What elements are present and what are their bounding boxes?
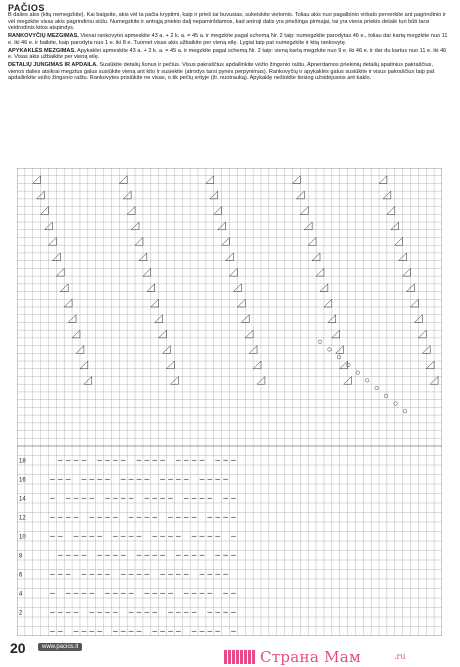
yarn-over-symbol [394,402,398,406]
decrease-symbol [230,268,238,276]
paragraph-4: DETALIŲ JUNGIMAS IR APDAILA. Susiūkite detalių šonus ir pečius. Visus pakraščius apdailinkite vėžio žingsnio raštu. Apnerdamos priekinių detalių apatinius pakraščius, vienos dalies atsikrai megztus galus susiūkite vieną ant kito ir susiekite (atrodys tarsi pynės perpynimas). Rankovyčių ir apykaklės galus susiūkite ir visus pakraščius taip pat apdailinkite vėžio žingsnio raštu. Rankovytes prisiūkite ne visas, o tik pečių srityje (žr. nuotrauką). Apykaklę nešiokite tiesiog užsidėjusios ant kaklo. [8,62,435,81]
row-label: 4 [19,591,23,598]
decrease-symbol [308,238,316,246]
row-label: 6 [19,572,23,579]
decrease-symbol [253,361,261,369]
decrease-symbol [151,299,159,307]
decrease-symbol [324,299,332,307]
decrease-symbol [206,176,214,184]
decrease-symbol [80,361,88,369]
watermark-logo-icon [224,648,258,666]
row-label: 14 [19,496,26,503]
watermark-suffix: .ru [394,652,406,661]
decrease-symbol [411,299,419,307]
magazine-header: PAČIOS [8,3,45,13]
decrease-symbol [237,299,245,307]
decrease-symbol [72,330,80,338]
row-label: 16 [19,477,26,484]
decrease-symbol [33,176,41,184]
row-label: 8 [19,553,23,560]
decrease-symbol [119,176,127,184]
watermark-text: Страна Мам [260,648,361,666]
decrease-symbol [48,238,56,246]
decrease-symbol [403,268,411,276]
decrease-symbol [143,268,151,276]
decrease-symbol [387,207,395,215]
row-label: 10 [19,534,26,541]
site-badge: www.pacios.lt [38,643,82,651]
yarn-over-symbol [347,363,351,367]
page-number: 20 [10,640,26,656]
decrease-symbol [316,268,324,276]
yarn-over-symbol [384,394,388,398]
yarn-over-symbol [328,348,332,352]
pattern-instructions [8,12,448,83]
decrease-symbol [222,238,230,246]
yarn-over-symbol [318,340,322,344]
decrease-symbol [167,361,175,369]
row-label: 18 [19,458,26,465]
knitting-chart-upper [17,168,442,446]
paragraph-2: RANKOVYČIŲ MEZGIMAS. Vienai rankovytei apmeskite 43 a. + 2 k. a. = 45 a. ir megzkite pagal schemą Nr. 2 taip: numegzkite parodytas 46 e., toliau dar kartą megzkite nuo 11 e. iki 46 e. ir baikite, kaip parodyta nuo 1 e. iki 8 e. Tuomet visas akis užbaikite per vieną eilę. Lygiai taip pat numegzkite ir kitą rankovytę. [8,33,448,46]
yarn-over-symbol [403,409,407,413]
yarn-over-symbol [356,371,360,375]
row-label: 12 [19,515,26,522]
decrease-symbol [214,207,222,215]
yarn-over-symbol [375,386,379,390]
decrease-symbol [332,330,340,338]
knitting-chart-lower [17,446,442,636]
decrease-symbol [64,299,72,307]
watermark [224,648,454,666]
yarn-over-symbol [337,355,341,359]
row-label: 2 [19,610,23,617]
yarn-over-symbol [365,379,369,383]
decrease-symbol [56,268,64,276]
decrease-symbol [135,238,143,246]
paragraph-1: B dalies akis (kitų nemegzkite). Kai baigsite, akis vėl ta pačia kryptimi, kaip ir prieš tai buvusias, sukeiskite vietomis. Toliau akis nuo pagalbinio virbalo perverkite ant pagrindinio ir vėl megzkite visas akis pagrindiniu siūlu. Numegzkite ir antrąją priekio dalį nepamiršdamos, kad antroji dalis yra priešinga pirmajai, tai yra viena priekio detalė turi būti tarsi veidrodinis kitos atspindys. [8,12,446,31]
decrease-symbol [300,207,308,215]
decrease-symbol [395,238,403,246]
decrease-symbol [127,207,135,215]
decrease-symbol [379,176,387,184]
paragraph-3: APYKAKLĖS MEZGIMAS. Apykaklei apmeskite 43 a. + 2 k. a. = 45 a. ir megzkite pagal schemą Nr. 2 taip: vieną kartą megzkite nuo 9 e. iki 46 e. ir dar du kartus nuo 11 e. iki 46 e. Visas akis užbaikite per vieną eilę. [8,47,447,60]
decrease-symbol [245,330,253,338]
decrease-symbol [418,330,426,338]
decrease-symbol [41,207,49,215]
decrease-symbol [292,176,300,184]
decrease-symbol [426,361,434,369]
decrease-symbol [159,330,167,338]
